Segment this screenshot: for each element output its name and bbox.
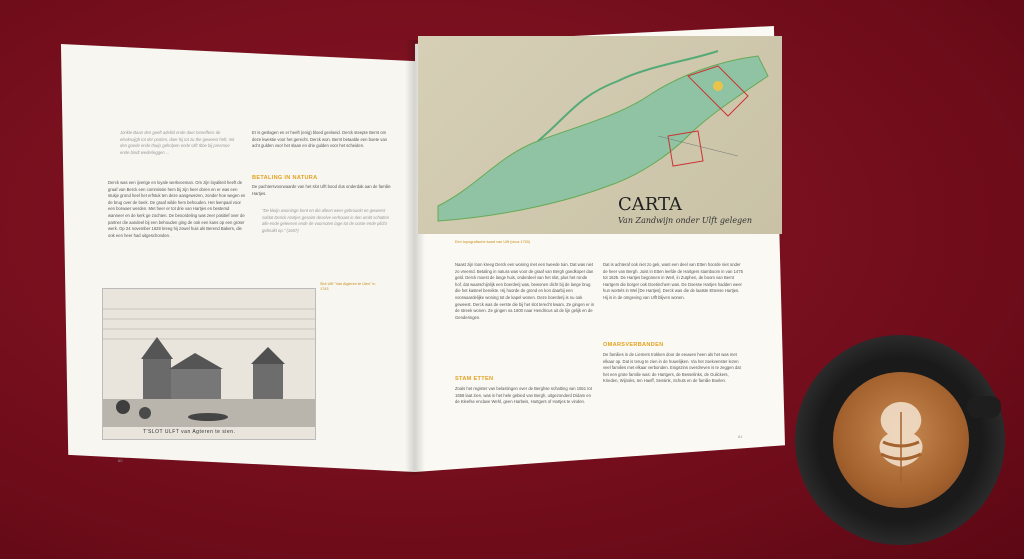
right-col1-text: Naast zijn loon kreeg Derck een woning met een tweede tuin. Dat was niet zo vreemd. Betaling in natura was voor de graaf van Bergh goedkoper dan geld. Derck moest de lange huis, onderdeel van het slot, plus het ronde hof, dat waarschijnlijk een boerderij was, bewonen dicht bij de lange brug die het kasteel bereikte. Hij hoorde de grond en kon daarbij een voorwaardelijke woning tot de kapel wonen. Deze boerderij is nu ook geweest. Derck was de eerste die bij het slot terecht kwam. Ze gingen er in de streek wonen. Ze gingen na 1600 naar Hendricus uit de lijn gelijk en de Genderingen. <box>455 262 595 320</box>
right-col1-text2: Zoals het register van belastingen over de Berghse schatting van 1551 tot 1558 laat zien, was in het hele gebied van Bergh, uitgezonderd Didam en de Kleefse enclave Wehl, geen Harbeis, Hartgers of Hartjes te vinden. <box>455 386 592 405</box>
right-heading: STAM ETTEN <box>455 376 494 382</box>
left-quote: Jonkle Baan den geeft adeliid ende daer beneffens de elsekruijgh tot der portien, daer hij tot zu the geweest heft, mit den goede ende thuijs geholpen ende Ulft Ibbe bij presmoe ende bindt wederleggen ... <box>120 130 235 155</box>
left-quote2: "De kleijn wooninge bent en die alleen weer gebrouckt en geweest soldat Derick Hartjes gesaint deselve verhouwt in den ambt schatten alle ende geleesen ende de voornoten lage tot de ooste ende plicht gebruikt op." (1607) <box>262 208 390 233</box>
right-heading2: OMARSVERBANDEN <box>603 342 664 348</box>
right-col2-text2: De families in de Liemers trokken door de eeuwen heen als het was met elkaar op. Dat is terug te zien in de huwelijken. Via het zoekvenster lezen veel families met elkaar verbonden. Enigszins overdreven is te zeggen dat het een grote familie was: de Hartgers, de Besselinks, de Gulickers, Krieden, Wijnoks, ten Haeff, Sessink, Schuts en de familie Boelen. <box>603 352 741 384</box>
left-col2-text: Er is geslagen en er heeft (enig) bloed gevloeid. Derck steepte Bernt om deze kwestie voor het gerecht. Derck won. Bernt betaalde een boete van acht gulden voor het slaan en drie gulden voor het scheiden. <box>252 130 388 149</box>
left-col2-text2: De pachtersvoorwaarde van het slot Ulft bood dus onderdak aan de familie Hartjes. <box>252 184 391 196</box>
engraving-title: T'SLOT ULFT van Agteren te sien. <box>143 429 236 435</box>
left-col1-text: Derck was een ijverige en loyale werkvoeman. Om zijn loyaliteit heeft de graaf van Berck een commissie hem bij zijn heer doren en er was een stukje grond heel het erfstuk ten deze aangewezen, zonder hoe wegen en de brug over de beek. De graaf wilde hem behouden. Het leenpaal voor een borwaer werden. Met heer er tot drie van Hartjes en bestemd wanneer en de kerk ge zochten. De beoordeling was zeer positief over de partner die aandeel bij een behouden ging de ook een kans op een groter werk. Op 24 november 1628 kreeg hij zowel huis als Berend Bakers, die ook een heer had uitgeschonden. <box>108 180 246 238</box>
castle-engraving <box>102 288 316 440</box>
right-page-number: 61 <box>738 434 743 439</box>
map-subtitle: Van Zandwijn onder Ulft gelegen <box>618 216 753 225</box>
map-caption: Een topografische kaart van Ulft (circa 1750) <box>455 240 531 244</box>
map-title: CARTA <box>618 194 683 215</box>
engraving-caption: Slot Ulft "Van Aigleren te Ulen" in 1743 <box>320 282 376 291</box>
historic-map <box>418 36 782 234</box>
cup-handle <box>967 396 1001 418</box>
left-page-number: 60 <box>118 458 123 463</box>
left-heading: BETALING IN NATURA <box>252 175 318 181</box>
right-col2-text: Dat is achteraf ook niet zo gek, want een deel van Etten hoorde niet onder de heer van Bergh. Juist in Etten leefde de Hartgers stamboom in van 1475 tot 1625. De Hartjes begonnen in Werl, in Zutphen, de boom van Bernt Hartgers die borger ook Doetinchem was. De Doesse Hartjes hadden weer hun wortels in Wel [De Hartjes]. Derck was die de laatste Ettense Hartjes. Hij is in de omgeving van Ulft blijven wonen. <box>603 262 743 300</box>
latte-art <box>833 372 969 508</box>
